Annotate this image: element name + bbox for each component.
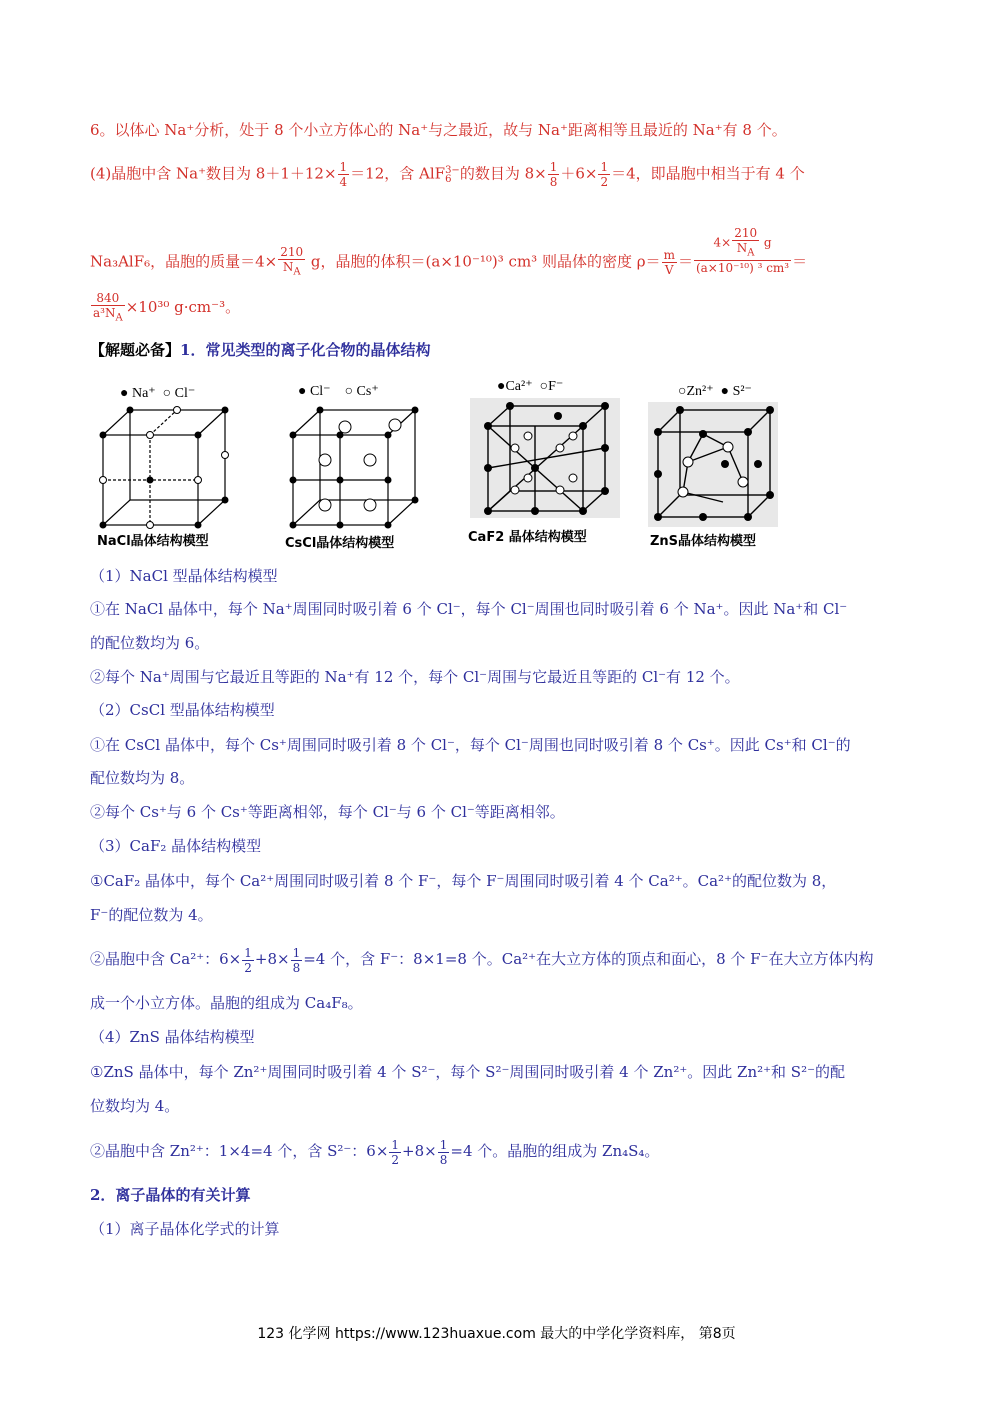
caf2-line-3: [90, 945, 903, 975]
zns-structure-figure: [648, 402, 778, 527]
cscl-structure-figure: [285, 405, 425, 530]
zns-caption: ZnS晶体结构模型: [650, 534, 757, 549]
page-footer: 123 化学网 https://www.123huaxue.com 最大的中学化学资料库， 第8页: [257, 1326, 736, 1342]
fraction: $\frac{1}{8}$: [292, 945, 301, 975]
bracket-label: 【解题必备】: [90, 341, 181, 359]
heading-zns: （4）ZnS 晶体结构模型: [90, 1028, 255, 1046]
heading-calc: （1）离子晶体化学式的计算: [90, 1220, 280, 1238]
fraction: $\frac{1}{8}$: [439, 1137, 448, 1167]
nacl-line-2: 的配位数均为 6。: [90, 634, 210, 652]
nacl-line-3: ②每个 Na⁺周围与它最近且等距的 Na⁺有 12 个，每个 Cl⁻周围与它最近且等距的 Cl⁻有 12 个。: [90, 668, 740, 686]
section-title-2: 2．离子晶体的有关计算: [90, 1186, 251, 1204]
fraction-mass: $\frac{210}{N_A}$: [280, 245, 304, 278]
fraction: $\frac{1}{2}$: [600, 160, 609, 189]
nacl-legend: ● Na⁺ ○ Cl⁻: [120, 386, 196, 401]
text: ②晶胞中含 Ca²⁺：6×: [90, 950, 242, 968]
cscl-line-2: 配位数均为 8。: [90, 769, 195, 787]
heading-cscl: （2）CsCl 型晶体结构模型: [90, 701, 275, 719]
heading-nacl: （1）NaCl 型晶体结构模型: [90, 567, 278, 585]
text: ×10³⁰ g·cm⁻³。: [125, 298, 241, 316]
text: +8×: [402, 1142, 437, 1160]
analysis-line-2: (4)晶胞中含 Na⁺数目为 8＋1＋12× $\frac{1}{4}$ ＝12，含 AlF 3− 6 的数目为 8× $\frac{1}{8}$ ＋6× $\frac{1}{2}$ ＝4，即晶胞中相当于有 4 个: [90, 160, 805, 189]
fraction-result: $\frac{840}{a^3N_A}$: [93, 290, 123, 324]
caf2-line-4: 成一个小立方体。晶胞的组成为 Ca₄F₈。: [90, 994, 363, 1012]
fraction: $\frac{1}{4}$: [339, 160, 348, 189]
text: ＋6×: [560, 164, 598, 183]
text: 的数目为 8×: [459, 164, 547, 183]
fraction: $\frac{1}{8}$: [549, 160, 558, 189]
caf2-structure-figure: [470, 398, 620, 518]
heading-caf2: （3）CaF₂ 晶体结构模型: [90, 837, 262, 855]
text: ＝4，即晶胞中相当于有 4 个: [611, 164, 805, 183]
text: +8×: [254, 950, 290, 968]
cscl-caption: CsCl晶体结构模型: [285, 536, 395, 551]
text: ＝: [677, 252, 693, 271]
fraction-density: 4× $\frac{210}{N_A}$ g (a×10⁻¹⁰) ³ cm³: [695, 226, 790, 276]
text: g，晶胞的体积＝(a×10⁻¹⁰)³ cm³ 则晶体的密度 ρ＝: [306, 252, 661, 271]
analysis-line-1: 6。以体心 Na⁺分析，处于 8 个小立方体心的 Na⁺与之最近，故与 Na⁺距离相等且最近的 Na⁺有 8 个。: [90, 121, 787, 139]
caf2-caption: CaF2 晶体结构模型: [468, 530, 587, 545]
section-title: 1．常见类型的离子化合物的晶体结构: [180, 341, 431, 359]
cscl-legend: ● Cl⁻ ○ Cs⁺: [298, 384, 379, 399]
nacl-line-1: ①在 NaCl 晶体中，每个 Na⁺周围同时吸引着 6 个 Cl⁻，每个 Cl⁻周围也同时吸引着 6 个 Na⁺。因此 Na⁺和 Cl⁻: [90, 600, 848, 618]
caf2-line-1: ①CaF₂ 晶体中，每个 Ca²⁺周围同时吸引着 8 个 F⁻，每个 F⁻周围同时吸引着 4 个 Ca²⁺。Ca²⁺的配位数为 8，: [90, 872, 837, 890]
caf2-line-2: F⁻的配位数为 4。: [90, 906, 213, 924]
text: =4 个，含 F⁻：8×1=8 个。Ca²⁺在大立方体的顶点和面心，8 个 F⁻在大立方体内构: [303, 950, 874, 968]
nacl-structure-figure: [95, 405, 235, 530]
text: ②晶胞中含 Zn²⁺：1×4=4 个，含 S²⁻：6×: [90, 1142, 389, 1160]
caf2-legend: ●Ca²⁺ ○F⁻: [497, 379, 564, 394]
cscl-line-1: ①在 CsCl 晶体中，每个 Cs⁺周围同时吸引着 8 个 Cl⁻，每个 Cl⁻周围也同时吸引着 8 个 Cs⁺。因此 Cs⁺和 Cl⁻的: [90, 736, 851, 754]
analysis-line-3: [90, 226, 903, 280]
text: ＝: [792, 252, 808, 271]
fraction: $\frac{1}{2}$: [244, 945, 252, 975]
zns-legend: ○Zn²⁺ ● S²⁻: [678, 384, 752, 399]
zns-line-2: 位数均为 4。: [90, 1097, 180, 1115]
section-heading: [90, 340, 903, 360]
fraction: $\frac{1}{2}$: [391, 1137, 400, 1167]
cscl-line-3: ②每个 Cs⁺与 6 个 Cs⁺等距离相邻，每个 Cl⁻与 6 个 Cl⁻等距离相邻。: [90, 803, 565, 821]
analysis-line-4: [90, 290, 903, 325]
zns-line-1: ①ZnS 晶体中，每个 Zn²⁺周围同时吸引着 4 个 S²⁻，每个 S²⁻周围同时吸引着 4 个 Zn²⁺。因此 Zn²⁺和 S²⁻的配: [90, 1063, 846, 1081]
text: Na₃AlF₆，晶胞的质量＝4×: [90, 252, 278, 271]
nacl-caption: NaCl晶体结构模型: [97, 534, 209, 549]
zns-line-3: [90, 1137, 903, 1167]
text: (4)晶胞中含 Na⁺数目为 8＋1＋12×: [90, 164, 337, 183]
text: =4 个。晶胞的组成为 Zn₄S₄。: [450, 1142, 660, 1160]
fraction-m-v: $\frac{m}{V}$: [663, 247, 675, 277]
text: ＝12，含 AlF: [350, 164, 446, 183]
